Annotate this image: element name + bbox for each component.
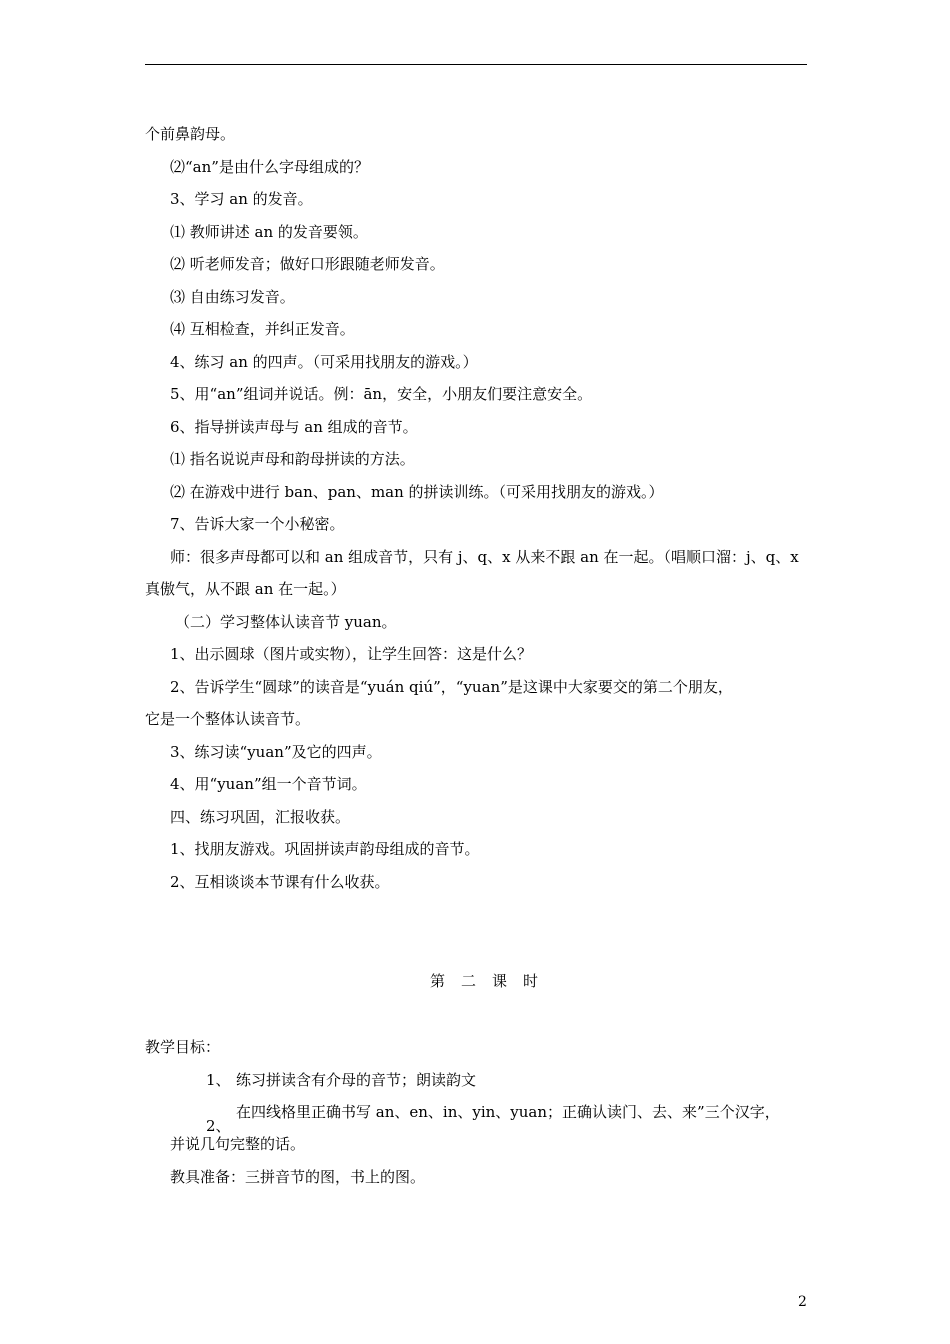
objective-number: 2、 xyxy=(206,1117,231,1135)
text-line: 4、练习 an 的四声。（可采用找朋友的游戏。） xyxy=(170,353,478,371)
objective-number: 1、 xyxy=(206,1071,231,1089)
section-heading: 第二课时 xyxy=(430,972,555,990)
text-line: 5、用“an”组词并说话。例：ān，安全，小朋友们要注意安全。 xyxy=(170,385,593,403)
text-line: ⑵ 在游戏中进行 ban、pan、man 的拼读训练。（可采用找朋友的游戏。） xyxy=(170,483,664,501)
materials-line: 教具准备：三拼音节的图，书上的图。 xyxy=(170,1168,426,1186)
text-line: 个前鼻韵母。 xyxy=(145,125,236,143)
text-line: ⑷ 互相检查，并纠正发音。 xyxy=(170,320,355,338)
text-line: 2、互相谈谈本节课有什么收获。 xyxy=(170,873,390,891)
text-line: ⑵“an”是由什么字母组成的？ xyxy=(170,158,369,176)
text-line: 四、练习巩固，汇报收获。 xyxy=(170,808,351,826)
text-line: 真傲气，从不跟 an 在一起。） xyxy=(145,580,346,598)
objectives-label: 教学目标： xyxy=(145,1038,221,1056)
text-line: 4、用“yuan”组一个音节词。 xyxy=(170,775,367,793)
objective-text-continued: 并说几句完整的话。 xyxy=(170,1135,306,1153)
text-line: 师：很多声母都可以和 an 组成音节，只有 j、q、x 从来不跟 an 在一起。（唱顺口溜：j、q、x xyxy=(170,548,799,566)
text-line: （二）学习整体认读音节 yuan。 xyxy=(175,613,397,631)
text-line: 6、指导拼读声母与 an 组成的音节。 xyxy=(170,418,418,436)
text-line: ⑴ 教师讲述 an 的发音要领。 xyxy=(170,223,368,241)
text-line: 1、出示圆球（图片或实物），让学生回答：这是什么？ xyxy=(170,645,533,663)
text-line: 2、告诉学生“圆球”的读音是“yuán qiú”，“yuan”是这课中大家要交的第二个朋友， xyxy=(170,678,733,696)
text-line: ⑶ 自由练习发音。 xyxy=(170,288,295,306)
text-line: 7、告诉大家一个小秘密。 xyxy=(170,515,345,533)
text-line: 3、练习读“yuan”及它的四声。 xyxy=(170,743,382,761)
text-line: 1、找朋友游戏。巩固拼读声韵母组成的音节。 xyxy=(170,840,480,858)
objective-text: 在四线格里正确书写 an、en、in、yin、yuan；正确认读门、去、来”三个汉字， xyxy=(236,1103,780,1121)
text-line: 3、学习 an 的发音。 xyxy=(170,190,313,208)
text-line: 它是一个整体认读音节。 xyxy=(145,710,311,728)
objective-text: 练习拼读含有介母的音节；朗读韵文 xyxy=(236,1071,477,1089)
text-line: ⑵ 听老师发音；做好口形跟随老师发音。 xyxy=(170,255,445,273)
page-number: 2 xyxy=(798,1294,807,1310)
header-rule xyxy=(145,64,807,65)
text-line: ⑴ 指名说说声母和韵母拼读的方法。 xyxy=(170,450,415,468)
